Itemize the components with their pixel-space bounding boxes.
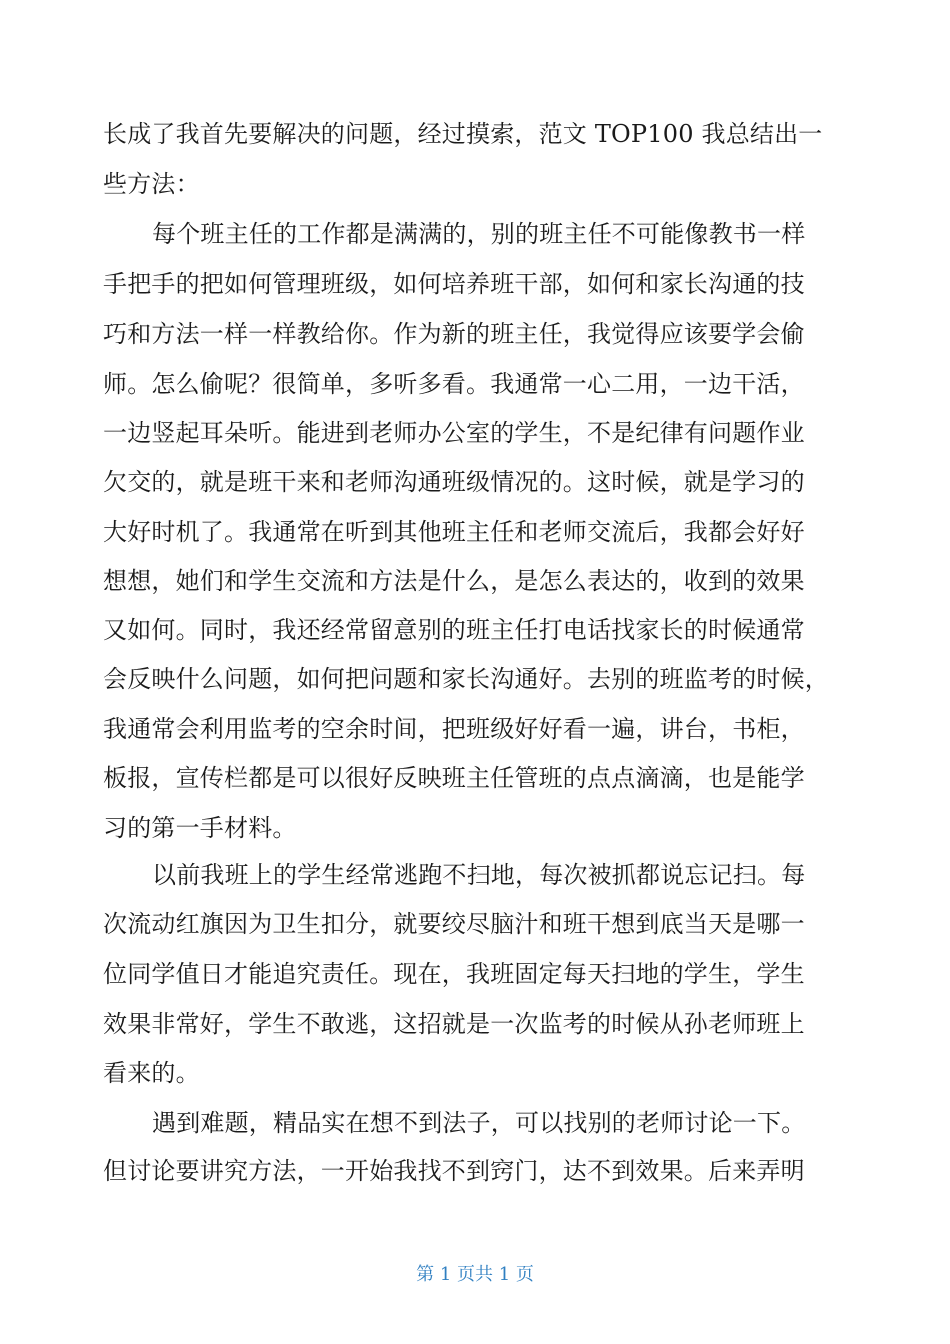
- text-line: 想想，她们和学生交流和方法是什么，是怎么表达的，收到的效果: [103, 567, 805, 595]
- text-line: 板报，宣传栏都是可以很好反映班主任管班的点点滴滴，也是能学: [103, 764, 805, 792]
- text-line: 位同学值日才能追究责任。现在，我班固定每天扫地的学生，学生: [103, 960, 805, 988]
- text-line: 巧和方法一样一样教给你。作为新的班主任，我觉得应该要学会偷: [103, 320, 805, 348]
- text-line: 大好时机了。我通常在听到其他班主任和老师交流后，我都会好好: [103, 518, 805, 546]
- paragraph-first-line: 遇到难题，精品实在想不到法子，可以找别的老师讨论一下。: [152, 1109, 806, 1137]
- text-line: 手把手的把如何管理班级，如何培养班干部，如何和家长沟通的技: [103, 270, 805, 298]
- text-line: 一边竖起耳朵听。能进到老师办公室的学生，不是纪律有问题作业: [103, 419, 805, 447]
- text-line: 次流动红旗因为卫生扣分，就要绞尽脑汁和班干想到底当天是哪一: [103, 910, 805, 938]
- text-line: 会反映什么问题，如何把问题和家长沟通好。去别的班监考的时候，: [103, 665, 829, 693]
- text-line: 又如何。同时，我还经常留意别的班主任打电话找家长的时候通常: [103, 616, 805, 644]
- text-line: 长成了我首先要解决的问题，经过摸索，范文 TOP100 我总结出一: [103, 120, 823, 148]
- text-line: 但讨论要讲究方法，一开始我找不到窍门，达不到效果。后来弄明: [103, 1157, 805, 1185]
- text-line: 看来的。: [103, 1059, 200, 1087]
- text-line: 效果非常好，学生不敢逃，这招就是一次监考的时候从孙老师班上: [103, 1010, 805, 1038]
- text-line: 欠交的，就是班干来和老师沟通班级情况的。这时候，就是学习的: [103, 468, 805, 496]
- text-line: 习的第一手材料。: [103, 814, 297, 842]
- text-line: 我通常会利用监考的空余时间，把班级好好看一遍，讲台，书柜，: [103, 715, 805, 743]
- paragraph-first-line: 每个班主任的工作都是满满的，别的班主任不可能像教书一样: [152, 220, 806, 248]
- text-line: 师。怎么偷呢？很简单，多听多看。我通常一心二用，一边干活，: [103, 370, 805, 398]
- paragraph-first-line: 以前我班上的学生经常逃跑不扫地，每次被抓都说忘记扫。每: [152, 861, 806, 889]
- text-line: 些方法：: [103, 170, 200, 198]
- page-number-footer: 第 1 页共 1 页: [416, 1264, 534, 1285]
